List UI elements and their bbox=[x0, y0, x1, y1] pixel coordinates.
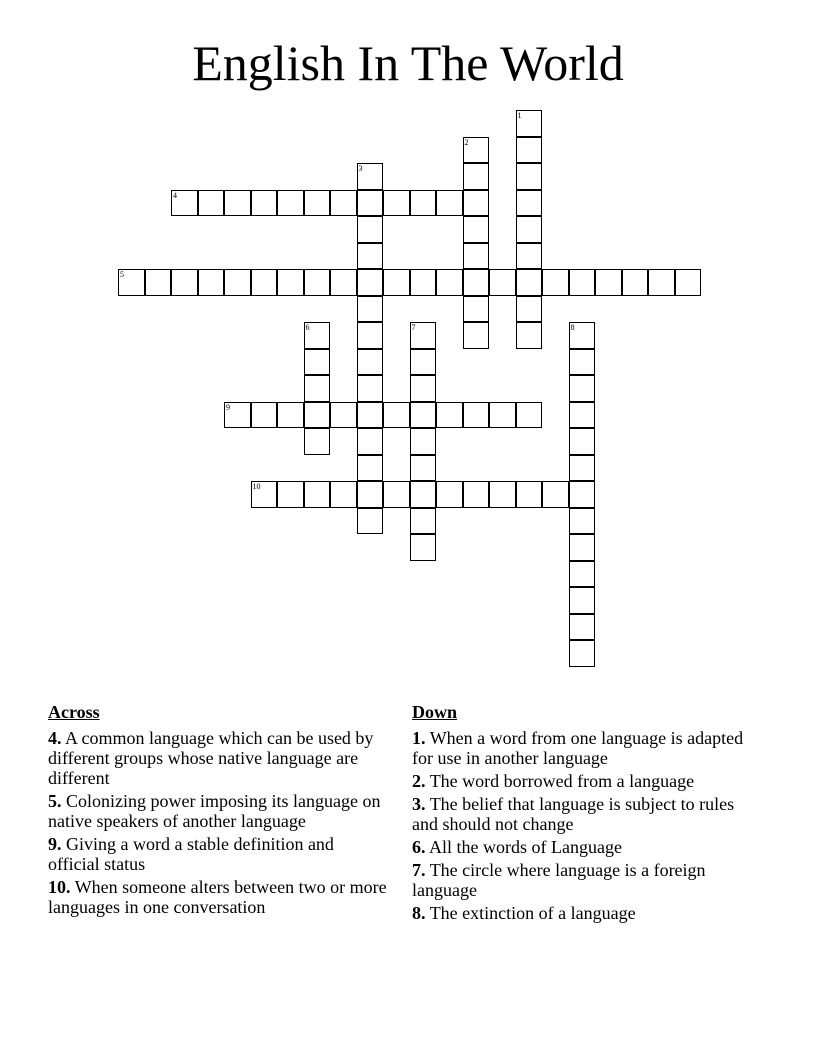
crossword-cell[interactable] bbox=[489, 481, 516, 508]
crossword-cell[interactable] bbox=[357, 481, 384, 508]
crossword-cell[interactable] bbox=[357, 455, 384, 482]
clue-number: 1. bbox=[412, 728, 426, 748]
crossword-cell[interactable] bbox=[569, 534, 596, 561]
clue-number-label: 10 bbox=[252, 482, 261, 491]
crossword-cell[interactable] bbox=[516, 216, 543, 243]
clue-number: 3. bbox=[412, 794, 426, 814]
clue-text: The belief that language is subject to rules and should not change bbox=[412, 794, 735, 834]
crossword-cell[interactable] bbox=[357, 190, 384, 217]
clue-number-label: 4 bbox=[173, 190, 177, 200]
clue-number: 8. bbox=[412, 903, 426, 923]
clue-number-label: 6 bbox=[305, 323, 310, 332]
clue-number: 2. bbox=[412, 771, 426, 791]
crossword-cell[interactable] bbox=[357, 243, 384, 270]
crossword-cell[interactable] bbox=[357, 402, 384, 429]
crossword-cell[interactable] bbox=[569, 614, 596, 641]
crossword-cell[interactable] bbox=[436, 269, 463, 296]
crossword-cell[interactable] bbox=[410, 508, 437, 535]
crossword-cell[interactable] bbox=[330, 269, 357, 296]
clue-number: 9. bbox=[48, 834, 62, 854]
crossword-cell[interactable] bbox=[171, 190, 198, 217]
crossword-cell[interactable] bbox=[410, 190, 437, 217]
crossword-cell[interactable] bbox=[304, 322, 331, 349]
crossword-cell[interactable] bbox=[357, 349, 384, 376]
crossword-cell[interactable] bbox=[516, 190, 543, 217]
crossword-cell[interactable] bbox=[516, 269, 543, 296]
clue-text: When someone alters between two or more languages in one conversation bbox=[48, 877, 387, 917]
crossword-cell[interactable] bbox=[436, 402, 463, 429]
across-heading: Across bbox=[48, 702, 100, 722]
crossword-cell[interactable] bbox=[569, 402, 596, 429]
crossword-cell[interactable] bbox=[569, 428, 596, 455]
crossword-cell[interactable] bbox=[436, 481, 463, 508]
across-clue bbox=[48, 834, 388, 874]
clue-number: 5. bbox=[48, 791, 62, 811]
crossword-cell[interactable] bbox=[357, 322, 384, 349]
crossword-cell[interactable] bbox=[410, 269, 437, 296]
crossword-cell[interactable] bbox=[277, 190, 304, 217]
crossword-cell[interactable] bbox=[622, 269, 649, 296]
crossword-cell[interactable] bbox=[569, 640, 596, 667]
across-clues bbox=[48, 702, 388, 920]
down-clues bbox=[412, 702, 762, 926]
crossword-cell[interactable] bbox=[410, 402, 437, 429]
crossword-cell[interactable] bbox=[304, 481, 331, 508]
clue-text: Giving a word a stable definition and official status bbox=[48, 834, 334, 874]
crossword-cell[interactable] bbox=[569, 349, 596, 376]
crossword-cell[interactable] bbox=[357, 296, 384, 323]
crossword-cell[interactable] bbox=[224, 190, 251, 217]
crossword-cell[interactable] bbox=[516, 322, 543, 349]
clue-text: Colonizing power imposing its language on native speakers of another language bbox=[48, 791, 381, 831]
crossword-cell[interactable] bbox=[410, 349, 437, 376]
crossword-cell[interactable] bbox=[383, 190, 410, 217]
crossword-cell[interactable] bbox=[463, 243, 490, 270]
clue-text: When a word from one language is adapted for use in another language bbox=[412, 728, 744, 768]
crossword-cell[interactable] bbox=[410, 322, 437, 349]
crossword-cell[interactable] bbox=[118, 269, 145, 296]
crossword-cell[interactable] bbox=[463, 402, 490, 429]
crossword-cell[interactable] bbox=[304, 349, 331, 376]
clue-text: The extinction of a language bbox=[429, 903, 636, 923]
crossword-cell[interactable] bbox=[304, 428, 331, 455]
crossword-cell[interactable] bbox=[277, 269, 304, 296]
clue-number-label: 3 bbox=[358, 164, 363, 173]
across-clue bbox=[48, 728, 388, 788]
crossword-cell[interactable] bbox=[569, 269, 596, 296]
crossword-cell[interactable] bbox=[569, 375, 596, 402]
crossword-cell[interactable] bbox=[145, 269, 172, 296]
crossword-cell[interactable] bbox=[330, 481, 357, 508]
crossword-cell[interactable] bbox=[516, 110, 543, 137]
crossword-cell[interactable] bbox=[675, 269, 702, 296]
crossword-cell[interactable] bbox=[277, 481, 304, 508]
clue-number: 7. bbox=[412, 860, 426, 880]
crossword-cell[interactable] bbox=[304, 269, 331, 296]
crossword-cell[interactable] bbox=[542, 481, 569, 508]
across-clue bbox=[48, 877, 388, 917]
crossword-cell[interactable] bbox=[383, 269, 410, 296]
clue-number: 6. bbox=[412, 837, 426, 857]
crossword-cell[interactable] bbox=[463, 296, 490, 323]
clue-number-label: 2 bbox=[464, 137, 469, 147]
crossword-cell[interactable] bbox=[569, 587, 596, 614]
down-clue bbox=[412, 771, 762, 791]
crossword-cell[interactable] bbox=[516, 137, 543, 164]
crossword-cell[interactable] bbox=[569, 508, 596, 535]
crossword-cell[interactable] bbox=[251, 190, 278, 217]
crossword-cell[interactable] bbox=[516, 402, 543, 429]
crossword-cell[interactable] bbox=[569, 561, 596, 588]
crossword-cell[interactable] bbox=[357, 216, 384, 243]
crossword-cell[interactable] bbox=[569, 481, 596, 508]
crossword-cell[interactable] bbox=[463, 481, 490, 508]
crossword-cell[interactable] bbox=[277, 402, 304, 429]
crossword-cell[interactable] bbox=[304, 402, 331, 429]
crossword-cell[interactable] bbox=[516, 163, 543, 190]
crossword-cell[interactable] bbox=[569, 455, 596, 482]
crossword-cell[interactable] bbox=[383, 481, 410, 508]
crossword-cell[interactable] bbox=[489, 269, 516, 296]
crossword-cell[interactable] bbox=[198, 269, 225, 296]
crossword-cell[interactable] bbox=[542, 269, 569, 296]
clue-number-label: 8 bbox=[570, 323, 575, 332]
crossword-cell[interactable] bbox=[330, 190, 357, 217]
crossword-cell[interactable] bbox=[410, 534, 437, 561]
crossword-cell[interactable] bbox=[357, 428, 384, 455]
crossword-cell[interactable] bbox=[463, 322, 490, 349]
clue-text: The word borrowed from a language bbox=[429, 771, 695, 791]
clue-number: 4. bbox=[48, 728, 62, 748]
crossword-cell[interactable] bbox=[251, 481, 278, 508]
down-clue bbox=[412, 837, 762, 857]
crossword-cell[interactable] bbox=[171, 269, 198, 296]
crossword-cell[interactable] bbox=[410, 375, 437, 402]
page-title: English In The World bbox=[192, 35, 624, 91]
crossword-cell[interactable] bbox=[383, 402, 410, 429]
crossword-cell[interactable] bbox=[595, 269, 622, 296]
crossword-cell[interactable] bbox=[463, 137, 490, 164]
clue-number-label: 9 bbox=[226, 402, 230, 412]
clue-text: All the words of Language bbox=[429, 837, 622, 857]
crossword-cell[interactable] bbox=[463, 190, 490, 217]
across-clue bbox=[48, 791, 388, 831]
down-clue bbox=[412, 860, 762, 900]
down-clue bbox=[412, 794, 762, 834]
clue-number-label: 5 bbox=[120, 270, 124, 279]
crossword-cell[interactable] bbox=[357, 269, 384, 296]
crossword-cell[interactable] bbox=[463, 216, 490, 243]
crossword-cell[interactable] bbox=[410, 481, 437, 508]
crossword-cell[interactable] bbox=[516, 243, 543, 270]
crossword-cell[interactable] bbox=[410, 455, 437, 482]
crossword-cell[interactable] bbox=[463, 163, 490, 190]
crossword-cell[interactable] bbox=[304, 190, 331, 217]
clue-text: The circle where language is a foreign language bbox=[412, 860, 706, 900]
crossword-cell[interactable] bbox=[516, 296, 543, 323]
crossword-cell[interactable] bbox=[357, 375, 384, 402]
crossword-cell[interactable] bbox=[251, 269, 278, 296]
clue-number-label: 1 bbox=[517, 111, 522, 120]
crossword-cell[interactable] bbox=[648, 269, 675, 296]
crossword-cell[interactable] bbox=[198, 190, 225, 217]
crossword-cell[interactable] bbox=[357, 508, 384, 535]
crossword-cell[interactable] bbox=[489, 402, 516, 429]
crossword-cell[interactable] bbox=[516, 481, 543, 508]
clue-number-label: 7 bbox=[411, 323, 416, 332]
crossword-cell[interactable] bbox=[463, 269, 490, 296]
clue-text: A common language which can be used by different groups whose native language are different bbox=[48, 728, 374, 788]
down-clue bbox=[412, 903, 762, 923]
down-heading: Down bbox=[412, 702, 458, 722]
crossword-cell[interactable] bbox=[410, 428, 437, 455]
crossword-cell[interactable] bbox=[436, 190, 463, 217]
crossword-cell[interactable] bbox=[224, 269, 251, 296]
crossword-cell[interactable] bbox=[251, 402, 278, 429]
crossword-cell[interactable] bbox=[224, 402, 251, 429]
crossword-cell[interactable] bbox=[304, 375, 331, 402]
crossword-cell[interactable] bbox=[569, 322, 596, 349]
crossword-cell[interactable] bbox=[330, 402, 357, 429]
down-clue bbox=[412, 728, 762, 768]
clue-number: 10. bbox=[48, 877, 71, 897]
crossword-cell[interactable] bbox=[357, 163, 384, 190]
